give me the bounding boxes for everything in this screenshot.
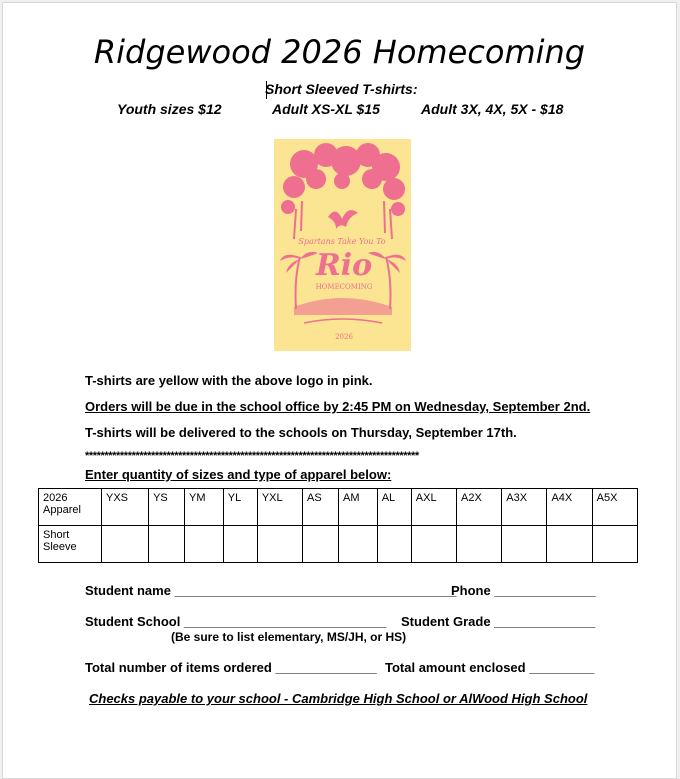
- header-cell: A5X: [592, 489, 637, 526]
- phone-field[interactable]: Phone ______________: [451, 583, 596, 598]
- quantity-cell[interactable]: [411, 526, 456, 563]
- quantity-cell[interactable]: [223, 526, 257, 563]
- row-label: Short Sleeve: [39, 526, 102, 563]
- quantity-cell[interactable]: [185, 526, 224, 563]
- info-due-date: Orders will be due in the school office by 2:45 PM on Wednesday, September 2nd.: [85, 399, 591, 414]
- divider-stars: **************************************************************************************: [85, 450, 419, 462]
- header-cell: AL: [377, 489, 411, 526]
- subtitle: Short Sleeved T-shirts:: [265, 81, 418, 97]
- student-school-field[interactable]: Student School ____________________________: [85, 614, 387, 629]
- school-note: (Be sure to list elementary, MS/JH, or HS): [171, 630, 407, 644]
- header-cell: AXL: [411, 489, 456, 526]
- quantity-cell[interactable]: [592, 526, 637, 563]
- quantity-cell[interactable]: [457, 526, 502, 563]
- table-header-row: [39, 489, 638, 526]
- logo-year: 2026: [335, 333, 353, 341]
- logo-word: Rio: [315, 248, 373, 283]
- page-title: Ridgewood 2026 Homecoming: [93, 33, 586, 71]
- price-adult: Adult XS-XL $15: [272, 101, 380, 117]
- price-youth: Youth sizes $12: [117, 101, 222, 117]
- header-cell: AM: [339, 489, 378, 526]
- quantity-cell[interactable]: [377, 526, 411, 563]
- total-items-field[interactable]: Total number of items ordered ______________: [85, 660, 377, 675]
- quantity-cell[interactable]: [339, 526, 378, 563]
- student-grade-field[interactable]: Student Grade ______________: [401, 614, 596, 629]
- table-instructions: Enter quantity of sizes and type of apparel below:: [85, 467, 392, 482]
- student-name-field[interactable]: Student name _______________________________________: [85, 583, 457, 598]
- total-amount-field[interactable]: Total amount enclosed _________: [385, 660, 595, 675]
- homecoming-logo: [274, 139, 411, 351]
- header-cell: YL: [223, 489, 257, 526]
- price-adult-large: Adult 3X, 4X, 5X - $18: [421, 101, 564, 117]
- quantity-cell[interactable]: [149, 526, 185, 563]
- quantity-cell[interactable]: [303, 526, 339, 563]
- header-cell: 2026 Apparel: [39, 489, 102, 526]
- header-cell: A4X: [547, 489, 592, 526]
- header-cell: YS: [149, 489, 185, 526]
- quantity-cell[interactable]: [502, 526, 547, 563]
- logo-tagline: Spartans Take You To: [298, 237, 386, 246]
- logo-event: HOMECOMING: [315, 283, 373, 291]
- document-page: [2, 2, 677, 779]
- header-cell: A2X: [457, 489, 502, 526]
- table-row: [39, 526, 638, 563]
- header-cell: YM: [185, 489, 224, 526]
- header-cell: A3X: [502, 489, 547, 526]
- quantity-cell[interactable]: [547, 526, 592, 563]
- info-color: T-shirts are yellow with the above logo in pink.: [85, 373, 373, 388]
- checks-payable-note: Checks payable to your school - Cambridge High School or AlWood High School: [89, 691, 588, 706]
- quantity-cell[interactable]: [102, 526, 149, 563]
- header-cell: AS: [303, 489, 339, 526]
- quantity-cell[interactable]: [257, 526, 302, 563]
- order-table: [38, 488, 638, 563]
- header-cell: YXS: [102, 489, 149, 526]
- info-delivery: T-shirts will be delivered to the schools on Thursday, September 17th.: [85, 425, 517, 440]
- header-cell: YXL: [257, 489, 302, 526]
